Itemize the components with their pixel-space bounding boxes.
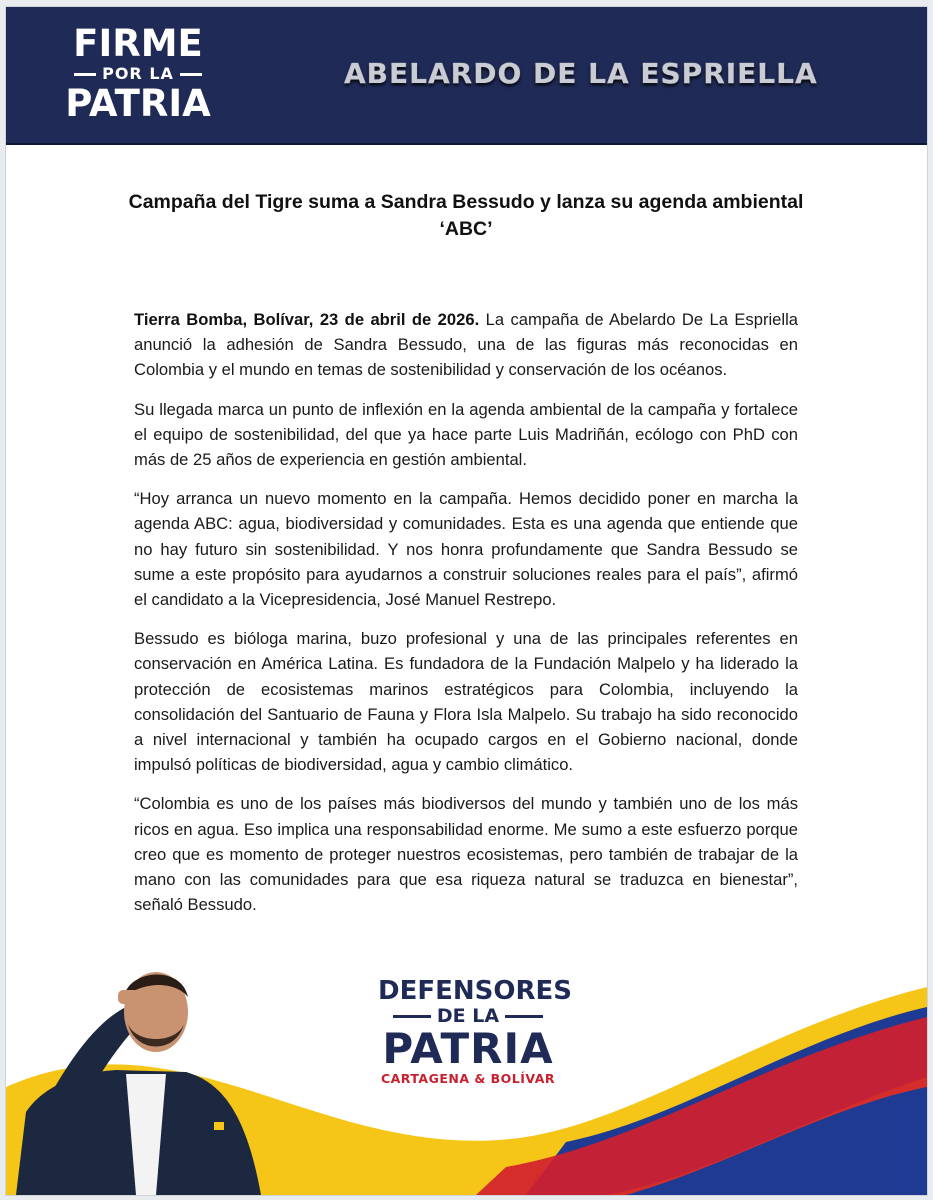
paragraph-1 <box>134 307 798 383</box>
logo-cartagena-bolivar: CARTAGENA & BOLÍVAR <box>380 1071 556 1086</box>
press-release-body <box>134 307 798 931</box>
paragraph-3: “Hoy arranca un nuevo momento en la campaña. Hemos decidido poner en marcha la agenda ABC: agua, biodiversidad y comunidades. Esta es una agenda que entiende que no hay futuro sin sostenibilidad. Y nos honra profundamente que Sandra Bessudo se sume a este propósito para ayudarnos a construir soluciones reales para el país”, afirmó el candidato a la Vicepresidencia, José Manuel Restrepo. <box>134 489 798 610</box>
logo-rule-right-2 <box>505 1015 543 1018</box>
press-release-page <box>5 6 928 1196</box>
dateline: Tierra Bomba, Bolívar, 23 de abril de 2026. <box>134 310 480 329</box>
paragraph-4: Bessudo es bióloga marina, buzo profesional y una de las principales referentes en conservación en América Latina. Es fundadora de la Fundación Malpelo y ha liderado la protección de ecosistemas marinos estratégicos para Colombia, incluyendo la consolidación del Santuario de Fauna y Flora Isla Malpelo. Su trabajo ha sido reconocido a nivel internacional y también ha ocupado cargos en el Gobierno nacional, donde impulsó políticas de biodiversidad, agua y cambio climático. <box>134 629 798 775</box>
logo-de-la-text: DE LA <box>436 1005 500 1027</box>
logo-rule-left <box>74 73 96 76</box>
logo-line-por-la-text: POR LA <box>102 64 174 83</box>
logo-line-patria: PATRIA <box>65 82 211 125</box>
flag-pin <box>214 1122 224 1130</box>
paragraph-1-text: La campaña de Abelardo De La Espriella anunció la adhesión de Sandra Bessudo, una de las figuras más reconocidas en Colombia y el mundo en temas de sostenibilidad y conservación de los océanos. <box>134 310 798 380</box>
hand <box>118 990 140 1004</box>
logo-rule-left-2 <box>393 1015 431 1018</box>
paragraph-2: Su llegada marca un punto de inflexión en la agenda ambiental de la campaña y fortalece el equipo de sostenibilidad, del que ya hace parte Luis Madriñán, ecólogo con PhD con más de 25 años de experiencia en gestión ambiental. <box>134 399 798 470</box>
candidate-name: ABELARDO DE LA ESPRIELLA <box>344 57 818 90</box>
candidate-saluting-figure <box>6 952 276 1195</box>
firme-por-la-patria-logo <box>48 22 228 125</box>
logo-patria: PATRIA <box>382 1024 554 1073</box>
logo-rule-right <box>180 73 202 76</box>
header-banner <box>6 7 927 145</box>
logo-defensores: DEFENSORES <box>378 976 572 1006</box>
defensores-de-la-patria-logo <box>378 976 572 1087</box>
logo-line-firme: FIRME <box>73 22 203 65</box>
press-release-title: Campaña del Tigre suma a Sandra Bessudo y lanza su agenda ambiental ‘ABC’ <box>128 191 804 240</box>
paragraph-5: “Colombia es uno de los países más biodiversos del mundo y también uno de los más ricos en agua. Eso implica una responsabilidad enorme. Me sumo a este esfuerzo porque creo que es momento de proteger nuestros ecosistemas, pero también de trabajar de la mano con las comunidades para que esa riqueza natural se traduzca en bienestar”, señaló Bessudo. <box>134 794 798 915</box>
